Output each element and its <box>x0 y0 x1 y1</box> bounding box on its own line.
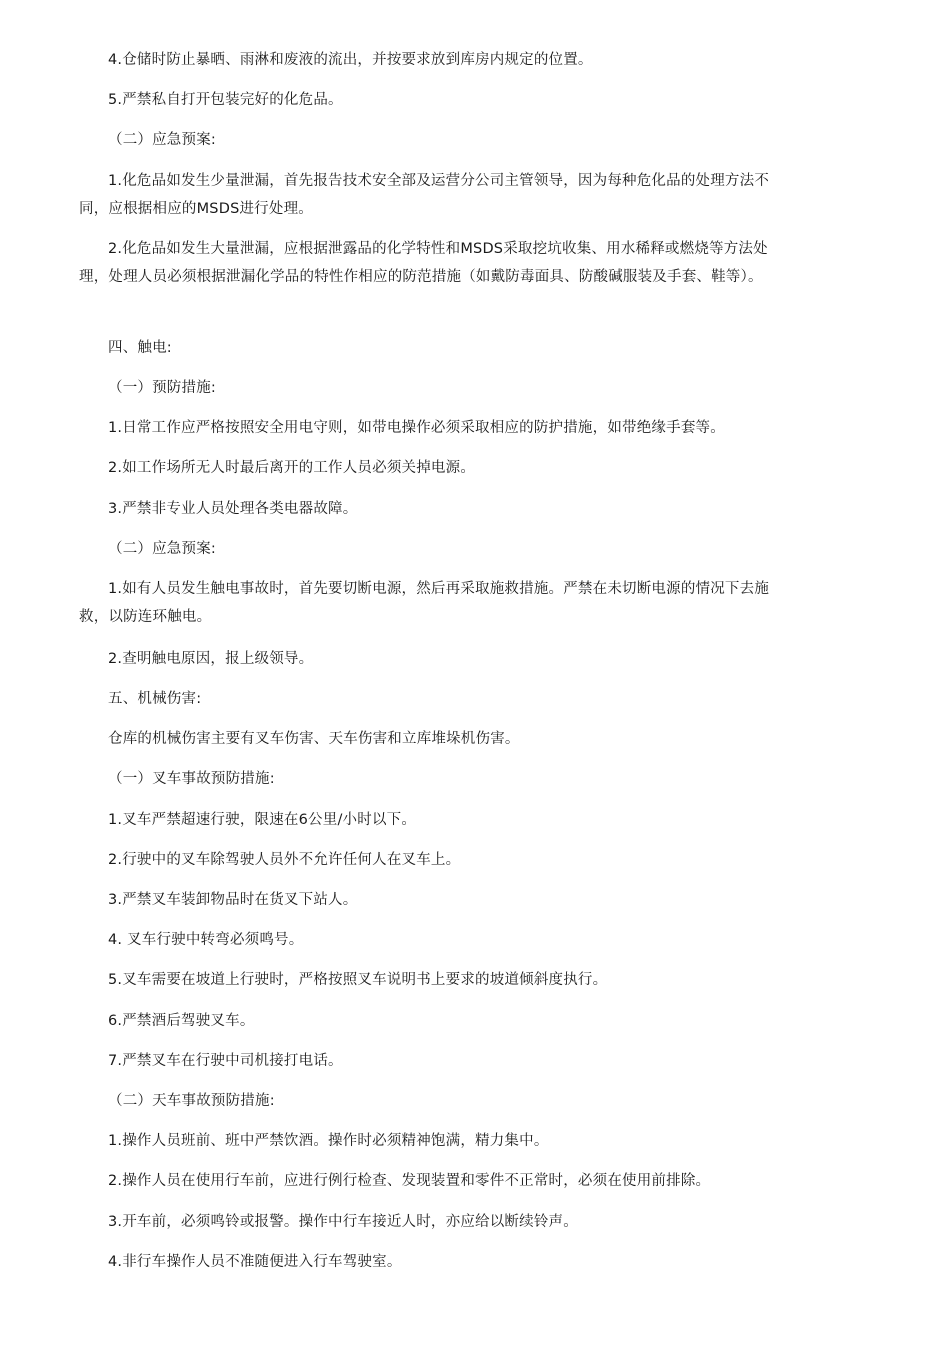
section-heading: 四、触电: <box>108 340 172 356</box>
paragraph: 1.叉车严禁超速行驶，限速在6公里/小时以下。 <box>108 812 417 828</box>
paragraph: 4.非行车操作人员不准随便进入行车驾驶室。 <box>108 1254 402 1270</box>
paragraph: 2.行驶中的叉车除驾驶人员外不允许任何人在叉车上。 <box>108 852 461 868</box>
paragraph: 5.叉车需要在坡道上行驶时，严格按照叉车说明书上要求的坡道倾斜度执行。 <box>108 972 608 988</box>
paragraph: 1.如有人员发生触电事故时，首先要切断电源，然后再采取施救措施。严禁在未切断电源的情况下去施救，以防连环触电。 <box>79 581 770 625</box>
paragraph: 4. 叉车行驶中转弯必须鸣号。 <box>108 932 304 948</box>
paragraph: 3.严禁非专业人员处理各类电器故障。 <box>108 501 358 517</box>
paragraph: 3.开车前，必须鸣铃或报警。操作中行车接近人时，亦应给以断续铃声。 <box>108 1214 578 1230</box>
paragraph: 4.仓储时防止暴晒、雨淋和废液的流出，并按要求放到库房内规定的位置。 <box>108 52 593 68</box>
section-heading: （二）应急预案: <box>108 541 216 557</box>
paragraph: 2.查明触电原因，报上级领导。 <box>108 651 314 667</box>
paragraph: 2.操作人员在使用行车前，应进行例行检查、发现装置和零件不正常时，必须在使用前排除。 <box>108 1173 711 1189</box>
paragraph: 6.严禁酒后驾驶叉车。 <box>108 1013 255 1029</box>
paragraph: 1.日常工作应严格按照安全用电守则，如带电操作必须采取相应的防护措施，如带绝缘手套等。 <box>108 420 725 436</box>
paragraph: 7.严禁叉车在行驶中司机接打电话。 <box>108 1053 343 1069</box>
paragraph: 1.化危品如发生少量泄漏，首先报告技术安全部及运营分公司主管领导，因为每种危化品的处理方法不同，应根据相应的MSDS进行处理。 <box>79 173 770 217</box>
paragraph: 仓库的机械伤害主要有叉车伤害、天车伤害和立库堆垛机伤害。 <box>108 731 520 747</box>
paragraph: 3.严禁叉车装卸物品时在货叉下站人。 <box>108 892 358 908</box>
paragraph: 2.如工作场所无人时最后离开的工作人员必须关掉电源。 <box>108 460 476 476</box>
section-heading: （二）天车事故预防措施: <box>108 1093 275 1109</box>
section-heading: 五、机械伤害: <box>108 691 202 707</box>
section-heading: （一）预防措施: <box>108 380 216 396</box>
section-heading: （二）应急预案: <box>108 132 216 148</box>
paragraph: 2.化危品如发生大量泄漏，应根据泄露品的化学特性和MSDS采取挖坑收集、用水稀释或燃烧等方法处理，处理人员必须根据泄漏化学品的特性作相应的防范措施（如戴防毒面具、防酸碱服装及手套、鞋等）。 <box>79 241 768 285</box>
section-heading: （一）叉车事故预防措施: <box>108 771 275 787</box>
paragraph: 5.严禁私自打开包装完好的化危品。 <box>108 92 343 108</box>
paragraph: 1.操作人员班前、班中严禁饮酒。操作时必须精神饱满，精力集中。 <box>108 1133 549 1149</box>
